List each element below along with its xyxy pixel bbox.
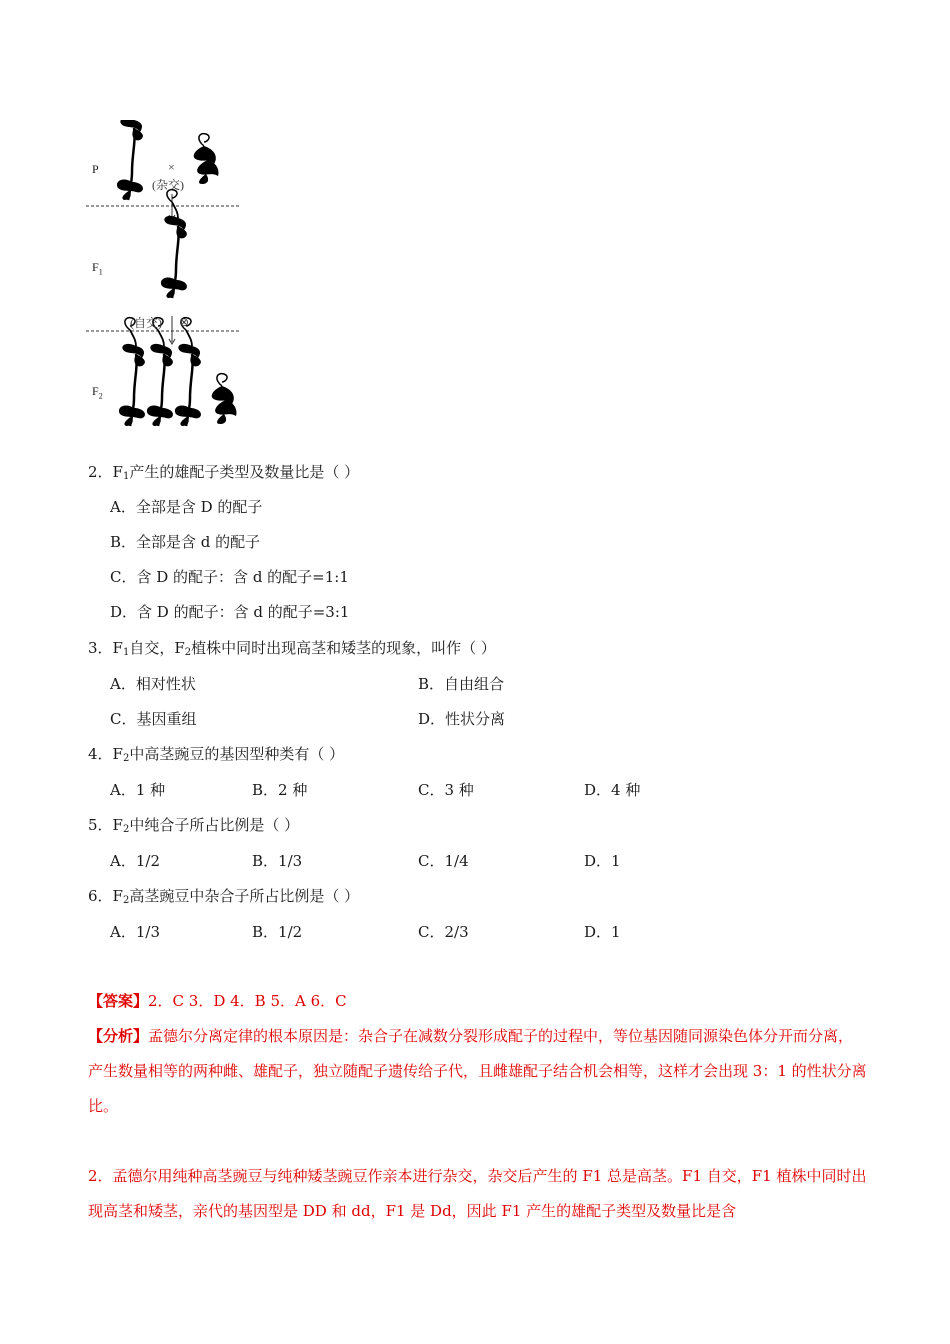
self-text: (自交) — [130, 316, 162, 330]
q6-option-d[interactable]: D．1 — [584, 923, 621, 941]
q5-option-d[interactable]: D．1 — [584, 852, 621, 870]
question-3-stem: 3．$F_1$自交，$F_2$植株中同时出现高茎和矮茎的现象，叫作（ ） — [88, 639, 496, 658]
q3-option-d[interactable]: D．性状分离 — [418, 710, 506, 728]
q6-option-b[interactable]: B．1/2 — [252, 923, 303, 941]
answer-line — [88, 991, 347, 1011]
q5-option-b[interactable]: B．1/3 — [252, 852, 303, 870]
q3-option-b[interactable]: B．自由组合 — [418, 675, 505, 693]
pea-cross-figure — [86, 120, 256, 440]
q3-option-c[interactable]: C．基因重组 — [110, 710, 197, 728]
q5-option-a[interactable]: A．1/2 — [110, 852, 160, 870]
q3-option-a[interactable]: A．相对性状 — [110, 675, 196, 693]
q4-option-a[interactable]: A．1 种 — [110, 781, 166, 799]
label-p: P — [92, 162, 99, 176]
question-4-stem: 4．$F_2$中高茎豌豆的基因型种类有（ ） — [88, 745, 345, 764]
q4-option-b[interactable]: B．2 种 — [252, 781, 308, 799]
q6-option-c[interactable]: C．2/3 — [418, 923, 469, 941]
q2-option-b[interactable]: B．全部是含 d 的配子 — [110, 533, 261, 551]
q2-option-d[interactable]: D．含 D 的配子：含 d 的配子=3:1 — [110, 603, 350, 621]
q4-option-c[interactable]: C．3 种 — [418, 781, 474, 799]
answer-tag: 【答案】 — [88, 992, 149, 1010]
q6-option-a[interactable]: A．1/3 — [110, 923, 160, 941]
analysis-tag: 【分析】 — [88, 1027, 149, 1045]
self-symbol: ⊗ — [179, 315, 190, 329]
answer-text: 2．C 3．D 4．B 5．A 6．C — [148, 992, 347, 1010]
q5-option-c[interactable]: C．1/4 — [418, 852, 469, 870]
cross-symbol: × — [168, 160, 175, 174]
label-f2: $F_2$ — [92, 384, 103, 401]
q2-option-c[interactable]: C．含 D 的配子：含 d 的配子=1:1 — [110, 568, 349, 586]
q4-option-d[interactable]: D．4 种 — [584, 781, 641, 799]
analysis-paragraph-2: 2．孟德尔用纯种高茎豌豆与纯种矮茎豌豆作亲本进行杂交，杂交后产生的 F1 总是高茎。F1 自交，F1 植株中同时出现高茎和矮茎，亲代的基因型是 DD 和 dd，F1 是 Dd，因此 F1 产生的雄配子类型及数量比是含 — [88, 1167, 867, 1220]
label-f1: $F_1$ — [92, 260, 103, 277]
question-6-stem: 6．$F_2$高茎豌豆中杂合子所占比例是（ ） — [88, 887, 360, 906]
q2-option-a[interactable]: A．全部是含 D 的配子 — [110, 498, 263, 516]
question-5-stem: 5．$F_2$中纯合子所占比例是（ ） — [88, 816, 300, 835]
cross-text: (杂交) — [152, 178, 184, 192]
analysis-text-1: 孟德尔分离定律的根本原因是：杂合子在减数分裂形成配子的过程中，等位基因随同源染色体分开而分离，产生数量相等的两种雌、雄配子，独立随配子遗传给子代，且雌雄配子结合机会相等，这样才会出现 3：1 的性状分离比。 — [88, 1027, 867, 1115]
analysis-paragraph-1 — [88, 1019, 868, 1124]
question-2-stem: 2．$F_1$产生的雄配子类型及数量比是（ ） — [88, 463, 360, 482]
